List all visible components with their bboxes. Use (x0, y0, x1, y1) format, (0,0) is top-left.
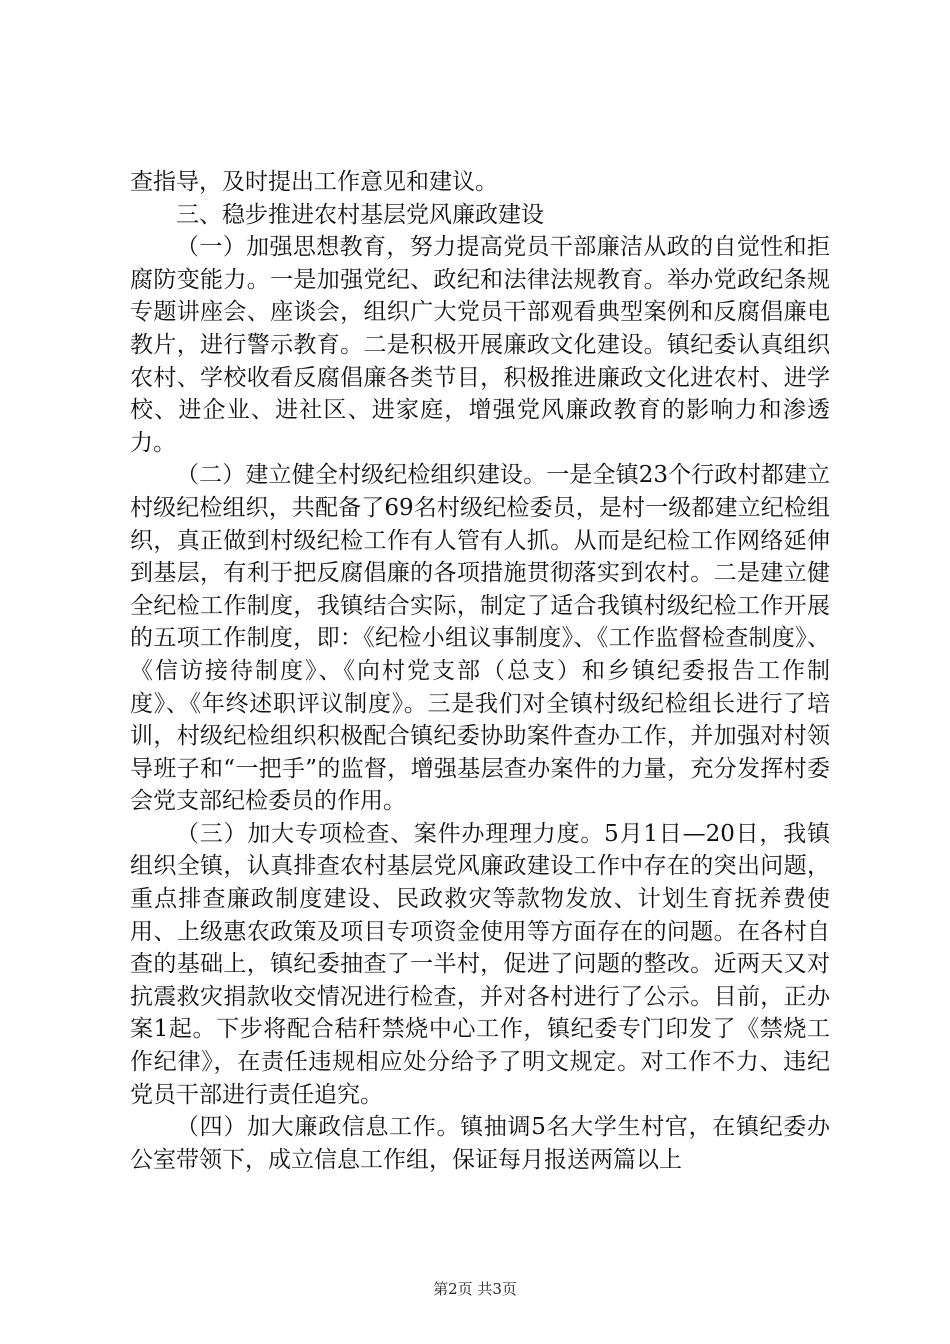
paragraph-continuation: 查指导，及时提出工作意见和建议。 (130, 169, 498, 195)
page-footer: 第2页 共3页 (433, 1280, 517, 1298)
document-body (130, 166, 830, 1176)
paragraph-item-2: （二）建立健全村级纪检组织建设。一是全镇23个行政村都建立村级纪检组织，共配备了69名村级纪检委员，是村一级都建立纪检组织，真正做到村级纪检工作有人管有人抓。从而是纪检工作网络延伸到基层，有利于把反腐倡廉的各项措施贯彻落实到农村。二是建立健全纪检工作制度，我镇结合实际，制定了适合我镇村级纪检工作开展的五项工作制度，即：《纪检小组议事制度》、《工作监督检查制度》、《信访接待制度》、《向村党支部（总支）和乡镇纪委报告工作制度》、《年终述职评议制度》。三是我们对全镇村级纪检组长进行了培训，村级纪检组织积极配合镇纪委协助案件查办工作，并加强对村领导班子和“一把手”的监督，增强基层查办案件的力量，充分发挥村委会党支部纪检委员的作用。 (130, 462, 830, 815)
section-heading: 三、稳步推进农村基层党风廉政建设 (176, 201, 544, 228)
paragraph-item-4: （四）加大廉政信息工作。镇抽调5名大学生村官，在镇纪委办公室带领下，成立信息工作组，保证每月报送两篇以上 (130, 1114, 830, 1173)
paragraph-item-1: （一）加强思想教育，努力提高党员干部廉洁从政的自觉性和拒腐防变能力。一是加强党纪、政纪和法律法规教育。举办党政纪条规专题讲座会、座谈会，组织广大党员干部观看典型案例和反腐倡廉电教片，进行警示教育。二是积极开展廉政文化建设。镇纪委认真组织农村、学校收看反腐倡廉各类节目，积极推进廉政文化进农村、进学校、进企业、进社区、进家庭，增强党风廉政教育的影响力和渗透力。 (130, 234, 830, 456)
paragraph-item-3: （三）加大专项检查、案件办理理力度。5月1日—20日，我镇组织全镇，认真排查农村基层党风廉政建设工作中存在的突出问题，重点排查廉政制度建设、民政救灾等款物发放、计划生育抚养费使用、上级惠农政策及项目专项资金使用等方面存在的问题。在各村自查的基础上，镇纪委抽查了一半村，促进了问题的整改。近两天又对抗震救灾捐款收交情况进行检查，并对各村进行了公示。目前，正办案1起。下步将配合秸秆禁烧中心工作，镇纪委专门印发了《禁烧工作纪律》，在责任违规相应处分给予了明文规定。对工作不力、违纪党员干部进行责任追究。 (130, 820, 830, 1108)
